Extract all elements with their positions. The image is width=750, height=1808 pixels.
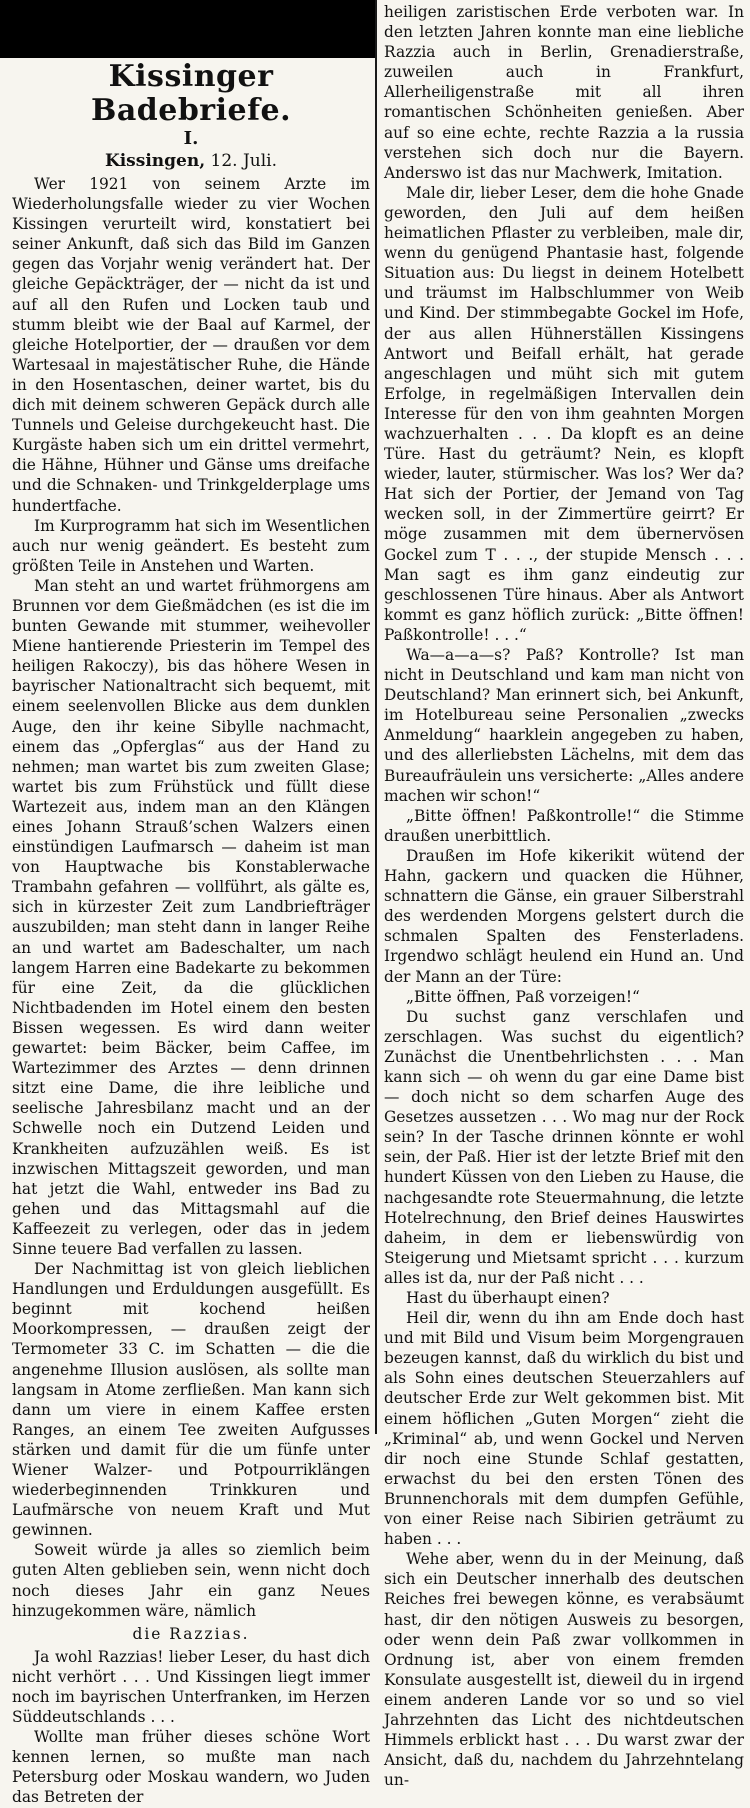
paragraph: Du suchst ganz verschlafen und zerschlagen. Was suchst du eigentlich? Zunächst die Unentbehrlichsten . . . Man kann sich — oh wenn du gar eine Dame bist — doch nicht so dem scharfen Auge des Gesetzes aussetzen . . . Wo mag nur der Rock sein? In der Tasche drinnen könnte er wohl sein, der Paß. Hier ist der letzte Brief mit den hundert Küssen von den Lieben zu Hause, die nachgesandte rote Steuermahnung, die letzte Hotelrechnung, den Brief deines Hauswirtes daheim, in dem er liebenswürdig von Steigerung und Mietsamt spricht . . . kurzum alles ist da, nur der Paß nicht . . .: [384, 1007, 744, 1287]
scan-black-corner: [0, 0, 376, 58]
article-title: Kissinger Badebriefe.: [90, 59, 292, 128]
article-part: I.: [183, 128, 199, 149]
dateline-date: 12. Juli.: [210, 151, 278, 171]
dateline-place: Kissingen,: [104, 151, 206, 171]
paragraph: Male dir, lieber Leser, dem die hohe Gnade geworden, den Juli auf dem heißen heimatlichen Pflaster zu verbleiben, male dir, wenn du genügend Phantasie hast, folgende Situation aus: Du liegst in deinem Hotelbett und träumst im Halbschlummer von Weib und Kind. Der stimmbegabte Gockel im Hofe, der aus allen Hühnerställen Kissingens Antwort und Beifall erhält, hat gerade angeschlagen und müht sich mit gutem Erfolge, in regelmäßigen Intervallen dein Interesse für den von ihm geahnten Morgen wachzuerhalten . . . Da klopft es an deine Türe. Hast du geträumt? Nein, es klopft wieder, lauter, stürmischer. Was los? Wer da? Hat sich der Portier, der Jemand von Tag wecken soll, in der Zimmertüre geirrt? Er möge zusammen mit dem übernervösen Gockel zum T . . ., der stupide Mensch . . . Man sagt es ihm ganz eindeutig zur geschlossenen Türe hinaus. Aber als Antwort kommt es ganz höflich zurück: „Bitte öffnen! Paßkontrolle! . . .“: [384, 183, 744, 644]
paragraph: Heil dir, wenn du ihn am Ende doch hast und mit Bild und Visum beim Morgengrauen bezeugen kannst, daß du wirklich du bist und als Sohn eines deutschen Steuerzahlers auf deutscher Erde zur Welt gekommen bist. Mit einem höflichen „Guten Morgen“ zieht die „Kriminal“ ab, und wenn Gockel und Nerven dir noch eine Stunde Schlaf gestatten, erwachst du bei den ersten Tönen des Brunnenchorals mit dem dumpfen Gefühle, von einer Reise nach Sibirien geträumt zu haben . . .: [384, 1309, 744, 1549]
paragraph: „Bitte öffnen! Paßkontrolle!“ die Stimme draußen unerbittlich.: [384, 806, 744, 845]
paragraph: Wa—a—a—s? Paß? Kontrolle? Ist man nicht in Deutschland und kam man nicht von Deutschland? Man erinnert sich, bei Ankunft, im Hotelbureau seine Personalien „zwecks Anmeldung“ haarklein angegeben zu haben, und des allerliebsten Lächelns, mit dem das Bureaufräulein uns versicherte: „Alles andere machen wir schon!“: [384, 646, 744, 805]
paragraph: Im Kurprogramm hat sich im Wesentlichen auch nur wenig geändert. Es besteht zum größten Teile in Anstehen und Warten.: [12, 516, 370, 575]
paragraph: Hast du überhaupt einen?: [406, 1289, 610, 1307]
paragraph: Wehe aber, wenn du in der Meinung, daß sich ein Deutscher innerhalb des deutschen Reiches frei bewegen könne, es verabsäumt hast, dir den nötigen Ausweis zu besorgen, oder wenn dein Paß zwar vollkommen in Ordnung ist, aber von einem fremden Konsulate ausgestellt ist, dieweil du in irgend einem anderen Lande vor so und so viel Jahrzehnten das Licht des nichtdeutschen Himmels erblickt hast . . . Du warst zwar der Ansicht, daß du, nachdem du Jahrzehntelang un-: [384, 1550, 744, 1790]
left-column: [12, 59, 370, 1807]
paragraph: Wollte man früher dieses schöne Wort kennen lernen, so mußte man nach Petersburg oder Moskau wandern, wo Juden das Betreten der: [12, 1728, 370, 1807]
paragraph-continued: heiligen zaristischen Erde verboten war. In den letzten Jahren konnte man eine liebliche Razzia auch in Berlin, Grenadierstraße, zuweilen auch in Frankfurt, Allerheiligenstraße mit all ihren romantischen Schönheiten genießen. Aber auf so eine echte, rechte Razzia a la russia verstehen sich doch nur die Bayern. Anderswo ist das nur Machwerk, Imitation.: [384, 3, 744, 182]
column-divider: [375, 0, 377, 1434]
right-column: [384, 2, 744, 1790]
paragraph: Man steht an und wartet frühmorgens am Brunnen vor dem Gießmädchen (es ist die im bunten Gewande mit stummer, weihevoller Miene hantierende Priesterin im Tempel des heiligen Rakoczy), bis das höhere Wesen in bayrischer Nationaltracht sich bequemt, mit einem seelenvollen Blicke aus dem dunklen Auge, den ihr keine Sibylle nachmacht, einem das „Opferglas“ aus der Hand zu nehmen; man wartet bis zum zweiten Glase; wartet bis zum Frühstück und füllt diese Wartezeit aus, indem man an den Klängen eines Johann Strauß’schen Walzers einen einstündigen Laufmarsch — daheim ist man von Hauptwache bis Konstablerwache Trambahn gefahren — vollführt, als gälte es, sich in kürzester Zeit zum Landbriefträger auszubilden; man steht dann in langer Reihe an und wartet am Badeschalter, um nach langem Harren eine Badekarte zu bekommen für eine Zeit, da die glücklichen Nichtbadenden im Hotel einem den besten Bissen wegessen. Es wird dann weiter gewartet: beim Bäcker, beim Caffee, im Wartezimmer des Arztes — denn drinnen sitzt eine Dame, die ihre leibliche und seelische Jahresbilanz macht und an der Schwelle noch ein Dutzend Leiden und Krankheiten aufzuzählen weiß. Es ist inzwischen Mittagszeit geworden, und man hat jetzt die Wahl, entweder ins Bad zu gehen und das Mittagsmahl auf die Kaffeezeit zu verlegen, oder das in jedem Sinne teuere Bad verfallen zu lassen.: [12, 576, 370, 1258]
paragraph: Draußen im Hofe kikerikit wütend der Hahn, gackern und quacken die Hühner, schnattern die Gänse, ein grauer Silberstrahl des werdenden Morgens gelstert durch die schmalen Spalten des Fensterladens. Irgendwo schlägt heulend ein Hund an. Und der Mann an der Türe:: [384, 846, 744, 986]
paragraph: Ja wohl Razzias! lieber Leser, du hast dich nicht verhört . . . Und Kissingen liegt immer noch im bayrischen Unterfranken, im Herzen Süddeutschlands . . .: [12, 1647, 370, 1727]
paragraph: Soweit würde ja alles so ziemlich beim guten Alten geblieben sein, wenn nicht doch noch dieses Jahr ein ganz Neues hinzugekommen wäre, nämlich: [12, 1541, 370, 1620]
paragraph: Der Nachmittag ist von gleich lieblichen Handlungen und Erduldungen ausgefüllt. Es beginnt mit kochend heißen Moorkompressen, — draußen zeigt der Termometer 33 C. im Schatten — die die angenehme Illusion auslösen, als sollte man langsam in Atome zerfließen. Man kann sich dann um viere in einem Kaffee ersten Ranges, an einem Tee zweiten Aufgusses stärken und damit für die um fünfe unter Wiener Walzer- und Potpourriklängen wiederbeginnenden Trinkkuren und Laufmärsche von neuem Kraft und Mut gewinnen.: [12, 1260, 370, 1540]
section-subhead: die Razzias.: [132, 1624, 250, 1643]
paragraph: „Bitte öffnen, Paß vorzeigen!“: [406, 987, 640, 1006]
dateline: [12, 150, 370, 172]
paragraph: Wer 1921 von seinem Arzte im Wiederholungsfalle wieder zu vier Wochen Kissingen verurteilt wird, konstatiert bei seiner Ankunft, daß sich das Bild im Ganzen gegen das Vorjahr wenig verändert hat. Der gleiche Gepäckträger, der — nicht da ist und auf all den Rufen und Locken taub und stumm bleibt wie der Baal auf Karmel, der gleiche Hotelportier, der — draußen vor dem Wartesaal in majestätischer Ruhe, die Hände in den Hosentaschen, deiner wartet, bis du dich mit deinem schweren Gepäck durch alle Tunnels und Geleise durchgekeucht hast. Die Kurgäste haben sich um ein drittel vermehrt, die Hähne, Hühner und Gänse ums dreifache und die Schnaken- und Trinkgelderplage ums hundertfache.: [12, 175, 370, 515]
